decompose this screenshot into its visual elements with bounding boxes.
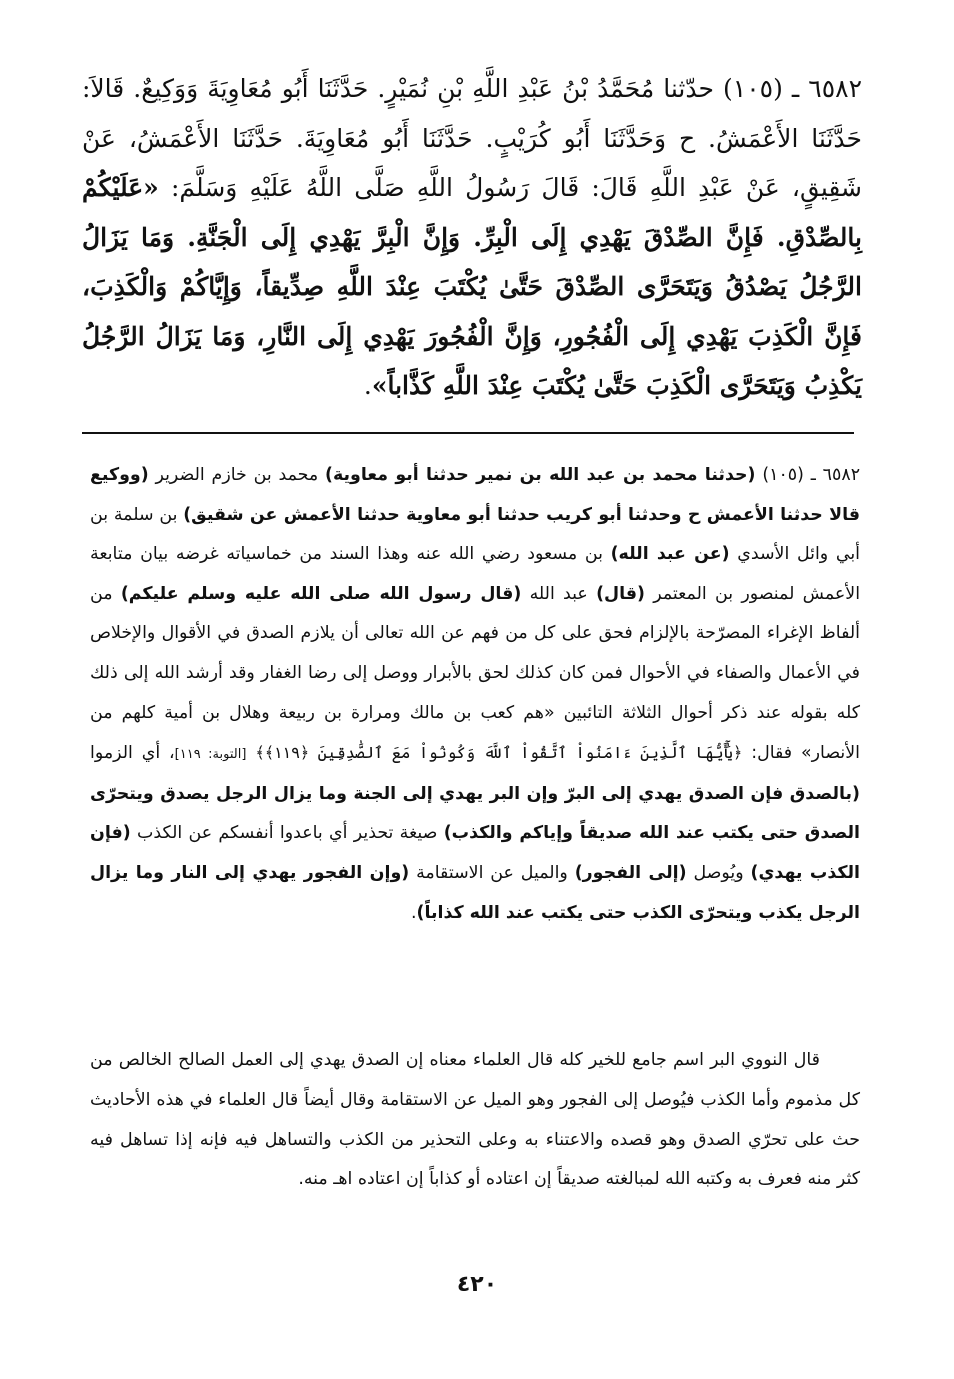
commentary-quote-2: (ووكيع قالا حدثنا الأعمش ح وحدثنا أبو كريب حدثنا أبو معاوية حدثنا الأعمش عن شقيق) bbox=[90, 465, 861, 525]
commentary-quote-7: (فإن الكذب يهدي) bbox=[90, 823, 860, 883]
nawawi-paragraph: قال النووي البر اسم جامع للخير كله قال العلماء معناه إن الصدق يهدي إلى العمل الصالح الخالص من كل مذموم وأما الكذب فيُوصل إلى الفجور وهو الميل عن الاستقامة وقال أيضاً قال العلماء في هذه الأحاديث حث على تحرّي الصدق وهو قصده والاعتناء به وعلى التحذير من الكذب والتساهل فيه فإنه إذا تساهل فيه كثر منه فعرف به وكتبه الله لمبالغته صديقاً إن اعتاده أو كذاباً إن اعتاده اهـ منه. bbox=[90, 1050, 860, 1190]
commentary-quote-4: (قال) bbox=[596, 583, 645, 604]
hadith-isnad: حدّثنا مُحَمَّدُ بْنُ عَبْدِ اللَّهِ بْنِ نُمَيْرٍ. حَدَّثَنَا أَبُو مُعَاوِيَةَ وَوَكِيعٌ. قَالاَ: حَدَّثَنَا الأَعْمَشُ. ح وَحَدَّثَنَا أَبُو كُرَيْبٍ. حَدَّثَنَا أَبُو مُعَاوِيَةَ. حَدَّثَنَا الأَعْمَشُ، عَنْ شَقِيقٍ، عَنْ عَبْدِ اللَّهِ قَالَ: قَالَ رَسُولُ اللَّهِ صَلَّى اللَّهُ عَلَيْهِ وَسَلَّمَ: bbox=[82, 74, 862, 202]
commentary-quote-8: (إلى الفجور) bbox=[574, 862, 687, 883]
commentary-text-5: من ألفاظ الإغراء المصرّحة بالإلزام فحق على كل من فهم عن الله تعالى أن يلازم الصدق في الأقوال والإخلاص في الأعمال والصفاء في الأحوال فمن كان كذلك لحق بالأبرار ووصل إلى رضا الغفار وقد أرشد الله إلى ذلك كله بقوله عند ذكر أحوال الثلاثة التائبين «هم كعب بن مالك ومرارة بن ربيعة وهلال بن أمية كلهم من الأنصار» فقال: bbox=[90, 583, 861, 764]
commentary-quote-5: (قال رسول الله صلى الله عليه وسلم عليكم) bbox=[120, 583, 522, 604]
commentary-quote-9: (وإن الفجور يهدي إلى النار وما يزال الرجل يكذب ويتحرّى الكذب حتى يكتب عند الله كذاباً) bbox=[90, 862, 860, 923]
hadith-end: . bbox=[363, 371, 372, 400]
hadith-sub-number: (١٠٥) bbox=[723, 74, 783, 103]
commentary-quote-1: (حدثنا محمد بن عبد الله بن نمير حدثنا أبو معاوية) bbox=[325, 465, 756, 485]
hadith-section bbox=[82, 64, 862, 411]
commentary-text-7: صيغة تحذير أي باعدوا أنفسكم عن الكذب bbox=[137, 823, 438, 844]
commentary-text-6: ، أي الزموا bbox=[90, 743, 175, 764]
commentary-text-8: ويُوصل bbox=[693, 862, 744, 883]
hadith-number: ٦٥٨٢ bbox=[808, 74, 863, 103]
commentary-text-9: والميل عن الاستقامة bbox=[416, 862, 568, 883]
commentary-text-4: عبد الله bbox=[529, 583, 588, 604]
footnote-separator bbox=[82, 432, 854, 434]
commentary-text-2: بن سلمة بن أبي وائل الأسدي bbox=[90, 504, 861, 565]
commentary-text-3: بن مسعود رضي الله عنه وهذا السند من خماسياته غرضه بيان متابعة الأعمش لمنصور بن المعتمر bbox=[90, 544, 861, 604]
quran-reference: [التوبة: ١١٩] bbox=[174, 747, 247, 763]
quran-verse: ﴿يَٰٓأَيُّهَا ٱلَّذِينَ ءَامَنُواْ ٱتَّقُواْ ٱللَّهَ وَكُونُواْ مَعَ ٱلصَّٰدِقِينَ ﴿١١٩﴾﴾ bbox=[255, 743, 743, 763]
commentary-end: . bbox=[410, 902, 417, 923]
commentary-paragraph bbox=[90, 456, 860, 933]
commentary-quote-6: (بالصدق فإن الصدق يهدي إلى البرّ وإن البر يهدي إلى الجنة وما يزال الرجل يصدق ويتحرّى الصدق حتى يكتب عند الله صديقاً وإياكم والكذب) bbox=[90, 783, 861, 844]
commentary-text-1: محمد بن خازم الضرير bbox=[155, 465, 319, 485]
commentary-quote-3: (عن عبد الله) bbox=[610, 544, 730, 565]
hadith-matn: «عَلَيْكُمْ بِالصِّدْقِ. فَإِنَّ الصِّدْقَ يَهْدِي إِلَى الْبِرِّ. وَإِنَّ الْبِرَّ يَهْدِي إِلَى الْجَنَّةِ. وَمَا يَزَالُ الرَّجُلُ يَصْدُقُ وَيَتَحَرَّى الصِّدْقَ حَتَّىٰ يُكْتَبَ عِنْدَ اللَّهِ صِدِّيقاً، وَإِيَّاكُمْ وَالْكَذِبَ، فَإِنَّ الْكَذِبَ يَهْدِي إِلَى الْفُجُورِ، وَإِنَّ الْفُجُورَ يَهْدِي إِلَى النَّارِ، وَمَا يَزَالُ الرَّجُلُ يَكْذِبُ وَيَتَحَرَّى الْكَذِبَ حَتَّىٰ يُكْتَبَ عِنْدَ اللَّهِ كَذَّاباً» bbox=[82, 173, 862, 400]
page-number: ٤٢٠ bbox=[456, 1272, 498, 1297]
hadith-text: ٦٥٨٢ ـ (١٠٥) حدّثنا مُحَمَّدُ بْنُ عَبْدِ اللَّهِ بْنِ نُمَيْرٍ. حَدَّثَنَا أَبُو مُعَاوِيَةَ وَوَكِيعٌ. قَالاَ: حَدَّثَنَا الأَعْمَشُ. ح وَحَدَّثَنَا أَبُو كُرَيْبٍ. حَدَّثَنَا أَبُو مُعَاوِيَةَ. حَدَّثَنَا الأَعْمَشُ، عَنْ شَقِيقٍ، عَنْ عَبْدِ اللَّهِ قَالَ: قَالَ رَسُولُ اللَّهِ صَلَّى اللَّهُ عَلَيْهِ وَسَلَّمَ: «عَلَيْكُمْ بِالصِّدْقِ. فَإِنَّ الصِّدْقَ يَهْدِي إِلَى الْبِرِّ. وَإِنَّ الْبِرَّ يَهْدِي إِلَى الْجَنَّةِ. وَمَا يَزَالُ الرَّجُلُ يَصْدُقُ وَيَتَحَرَّى الصِّدْقَ حَتَّىٰ يُكْتَبَ عِنْدَ اللَّهِ صِدِّيقاً، وَإِيَّاكُمْ وَالْكَذِبَ، فَإِنَّ الْكَذِبَ يَهْدِي إِلَى الْفُجُورِ، وَإِنَّ الْفُجُورَ يَهْدِي إِلَى النَّارِ، وَمَا يَزَالُ الرَّجُلُ يَكْذِبُ وَيَتَحَرَّى الْكَذِبَ حَتَّىٰ يُكْتَبَ عِنْدَ اللَّهِ كَذَّاباً». bbox=[82, 74, 863, 400]
commentary-number: ٦٥٨٢ ـ (١٠٥) bbox=[762, 465, 861, 485]
